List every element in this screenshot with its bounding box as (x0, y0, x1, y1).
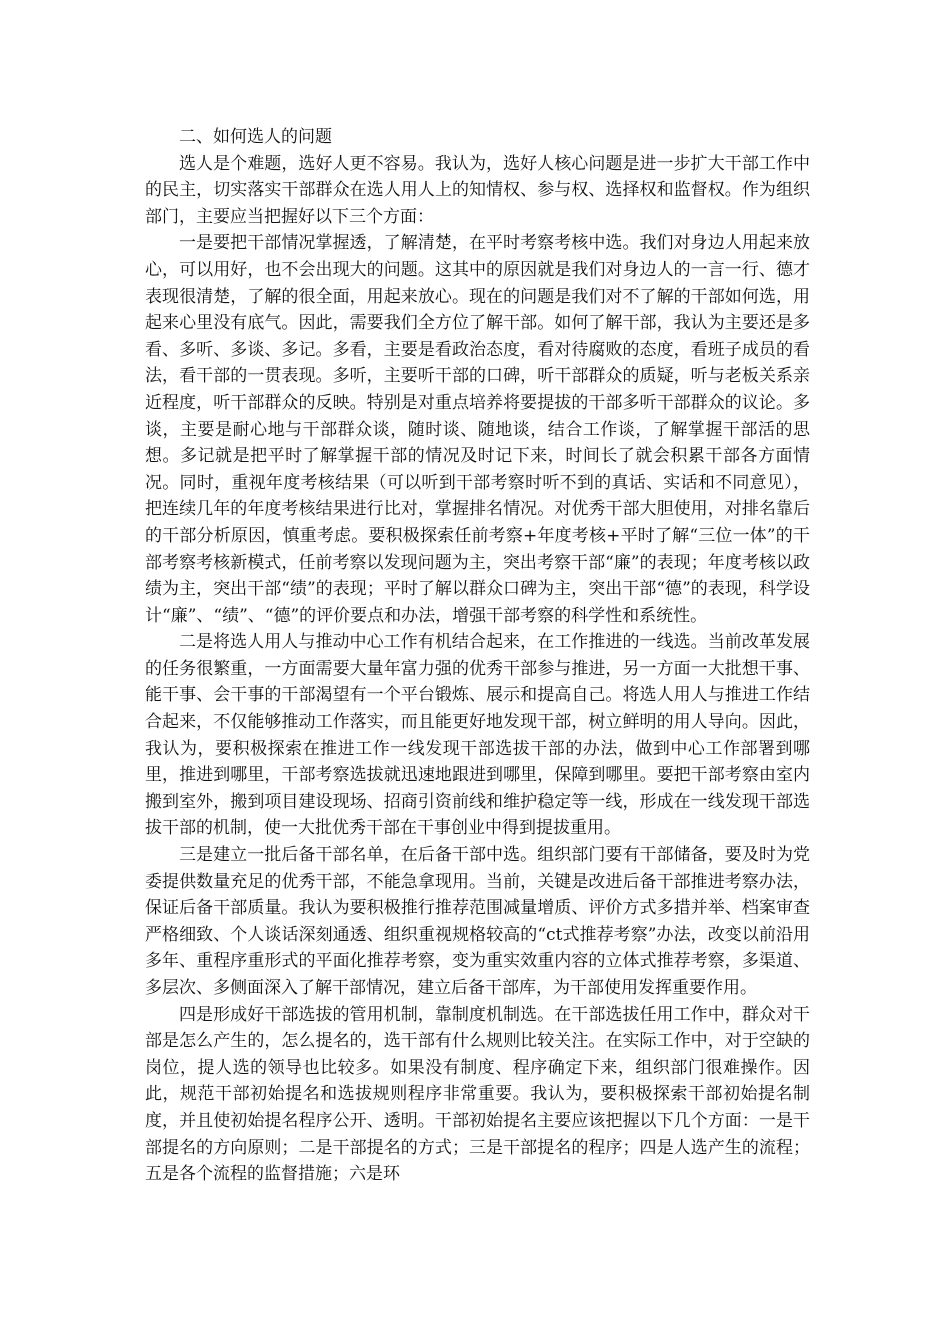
paragraph-point-one: 一是要把干部情况掌握透，了解清楚，在平时考察考核中选。我们对身边人用起来放心，可以用好，也不会出现大的问题。这其中的原因就是我们对身边人的一言一行、德才表现很清楚，了解的很全面，用起来放心。现在的问题是我们对不了解的干部如何选，用起来心里没有底气。因此，需要我们全方位了解干部。如何了解干部，我认为主要还是多看、多听、多谈、多记。多看，主要是看政治态度，看对待腐败的态度，看班子成员的看法，看干部的一贯表现。多听，主要听干部的口碑，听干部群众的质疑，听与老板关系亲近程度，听干部群众的反映。特别是对重点培养将要提拔的干部多听干部群众的议论。多谈，主要是耐心地与干部群众谈，随时谈、随地谈，结合工作谈，了解掌握干部活的思想。多记就是把平时了解掌握干部的情况及时记下来，时间长了就会积累干部各方面情况。同时，重视年度考核结果（可以听到干部考察时听不到的真话、实话和不同意见），把连续几年的年度考核结果进行比对，掌握排名情况。对优秀干部大胆使用，对排名靠后的干部分析原因，慎重考虑。要积极探索任前考察+年度考核+平时了解“三位一体”的干部考察考核新模式，任前考察以发现问题为主，突出考察干部“廉”的表现；年度考核以政绩为主，突出干部“绩”的表现；平时了解以群众口碑为主，突出干部“德”的表现，科学设计“廉”、“绩”、“德”的评价要点和办法，增强干部考察的科学性和系统性。 (145, 233, 810, 626)
paragraph-intro: 选人是个难题，选好人更不容易。我认为，选好人核心问题是进一步扩大干部工作中的民主，切实落实干部群众在选人用人上的知情权、参与权、选择权和监督权。作为组织部门，主要应当把握好以下三个方面： (145, 153, 810, 227)
document-page (145, 124, 810, 1188)
paragraph-point-four: 四是形成好干部选拔的管用机制，靠制度机制选。在干部选拔任用工作中，群众对干部是怎么产生的，怎么提名的，选干部有什么规则比较关注。在实际工作中，对于空缺的岗位，提人选的领导也比较多。如果没有制度、程序确定下来，组织部门很难操作。因此，规范干部初始提名和选拔规则程序非常重要。我认为，要积极探索干部初始提名制度，并且使初始提名程序公开、透明。干部初始提名主要应该把握以下几个方面：一是干部提名的方向原则；二是干部提名的方式；三是干部提名的程序；四是人选产生的流程；五是各个流程的监督措施；六是环 (145, 1004, 810, 1185)
section-heading: 二、如何选人的问题 (179, 127, 332, 147)
paragraph-point-two: 二是将选人用人与推动中心工作有机结合起来，在工作推进的一线选。当前改革发展的任务很繁重，一方面需要大量年富力强的优秀干部参与推进，另一方面一大批想干事、能干事、会干事的干部渴望有一个平台锻炼、展示和提高自己。将选人用人与推进工作结合起来，不仅能够推动工作落实，而且能更好地发现干部，树立鲜明的用人导向。因此，我认为，要积极探索在推进工作一线发现干部选拔干部的办法，做到中心工作部署到哪里，推进到哪里，干部考察选拔就迅速地跟进到哪里，保障到哪里。要把干部考察由室内搬到室外，搬到项目建设现场、招商引资前线和维护稳定等一线，形成在一线发现干部选拔干部的机制，使一大批优秀干部在干事创业中得到提拔重用。 (145, 632, 810, 839)
paragraph-point-three: 三是建立一批后备干部名单，在后备干部中选。组织部门要有干部储备，要及时为党委提供数量充足的优秀干部，不能急拿现用。当前，关键是改进后备干部推进考察办法，保证后备干部质量。我认为要积极推行推荐范围减量增质、评价方式多措并举、档案审查严格细致、个人谈话深刻通透、组织重视规格较高的“ct式推荐考察”办法，改变以前沿用多年、重程序重形式的平面化推荐考察，变为重实效重内容的立体式推荐考察，多渠道、多层次、多侧面深入了解干部情况，建立后备干部库，为干部使用发挥重要作用。 (145, 845, 810, 998)
